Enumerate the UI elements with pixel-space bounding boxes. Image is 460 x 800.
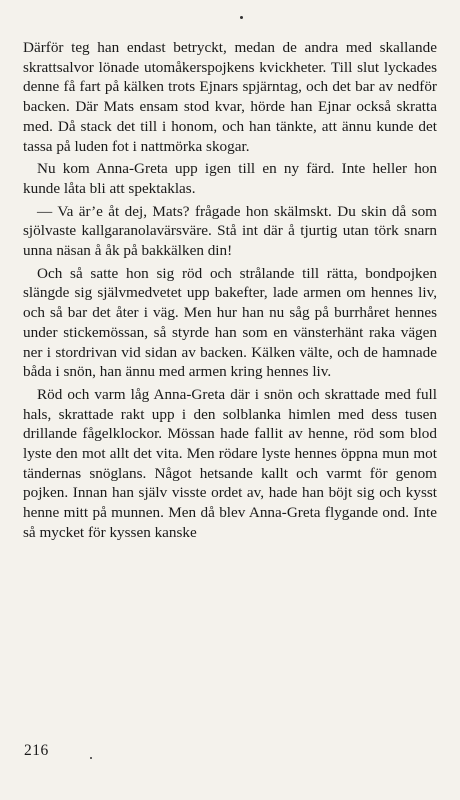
page-text (23, 38, 437, 543)
ink-dot (240, 16, 243, 19)
paragraph-1: Därför teg han endast betryckt, medan de andra med skallande skrattsalvor lönade utomåkerspojkens kvickheter. Till slut lyckades denne få fart på kälken trots Ejnars spjärntag, och det bar av nedför backen. Där Mats ensam stod kvar, hörde han Ejnar också skratta med. Då stack det till i honom, och han tänkte, att ännu kunde det tassa på luden fot i nattmörka skogar. (23, 39, 437, 155)
ink-dot (90, 757, 92, 759)
paragraph-3: — Va är’e åt dej, Mats? frågade hon skälmskt. Du skin då som sjölvaste kallgaranolavärsväre. Stå int där å tjurtig utan törk snarn unna näsan å åk på bakkälken din! (23, 202, 437, 260)
paragraph-4: Och så satte hon sig röd och strålande till rätta, bondpojken slängde sig självmedvetet upp bakefter, lade armen om hennes liv, och så bar det åter i väg. Men hur han nu såg på burrhåret hennes under stickemössan, så styrde han som en vänsterhänt raka vägen ner i stordrivan vid sidan av backen. Kälken välte, och de hamnade båda i snön, han ännu med armen kring hennes liv. (23, 264, 437, 381)
paragraph-2: Nu kom Anna-Greta upp igen till en ny färd. Inte heller hon kunde låta bli att spektaklas. (23, 160, 437, 197)
paragraph-5: Röd och varm låg Anna-Greta där i snön och skrattade med full hals, skrattade rakt upp i den solblanka himlen med dess tusen drillande fågelklockor. Mössan hade fallit av henne, röd som blod lyste den mot allt det vita. Men rödare lyste hennes öppna mun mot tändernas snöglans. Något hetsande kallt och varmt för genom pojken. Innan han själv visste ordet av, hade han böjt sig och kysst henne mitt på munnen. Men då blev Anna-Greta flygande ond. Inte så mycket för kyssen kanske (23, 385, 437, 541)
page-number: 216 (24, 742, 49, 759)
